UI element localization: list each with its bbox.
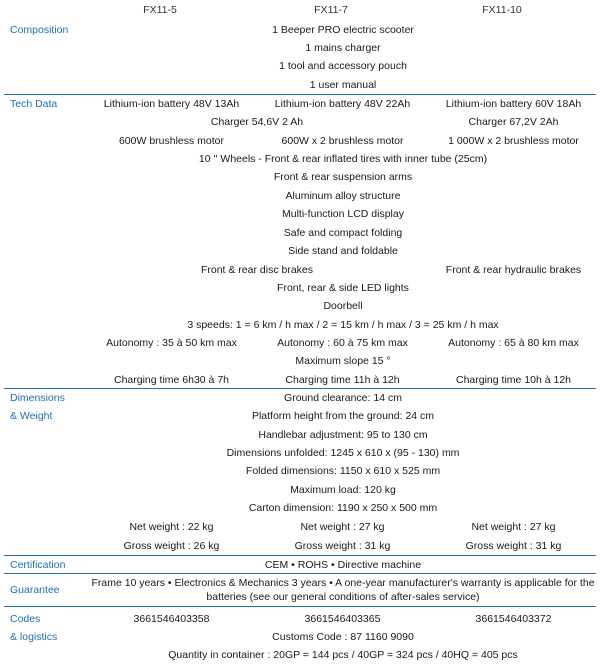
motor-fx11-5: 600W brushless motor xyxy=(118,135,225,147)
gross-weight-fx11-10: Gross weight : 31 kg xyxy=(465,540,562,552)
charger-48v: Charger 54,6V 2 Ah xyxy=(210,116,304,128)
display: Multi-function LCD display xyxy=(282,208,404,220)
net-weight-fx11-7: Net weight : 27 kg xyxy=(300,521,385,533)
section-label-logistics: & logistics xyxy=(10,631,58,643)
autonomy-fx11-5: Autonomy : 35 à 50 km max xyxy=(106,337,237,349)
battery-fx11-7: Lithium-ion battery 48V 22Ah xyxy=(274,98,411,110)
composition-item: 1 Beeper PRO electric scooter xyxy=(272,24,414,36)
charging-fx11-7: Charging time 11h à 12h xyxy=(285,374,400,386)
suspension: Front & rear suspension arms xyxy=(273,171,413,183)
autonomy-fx11-7: Autonomy : 60 à 75 km max xyxy=(277,337,408,349)
section-label-codes: Codes xyxy=(10,613,41,625)
composition-item: 1 mains charger xyxy=(305,42,381,54)
section-label-certification: Certification xyxy=(10,559,66,571)
dimensions-folded: Folded dimensions: 1150 x 610 x 525 mm xyxy=(245,465,441,477)
maximum-load: Maximum load: 120 kg xyxy=(290,484,396,496)
dimensions-unfolded: Dimensions unfolded: 1245 x 610 x (95 - 130) mm xyxy=(226,447,460,459)
folding: Safe and compact folding xyxy=(283,227,403,239)
ean-fx11-5: 3661546403358 xyxy=(133,613,210,625)
brakes-disc: Front & rear disc brakes xyxy=(200,264,314,276)
ean-fx11-7: 3661546403365 xyxy=(304,613,381,625)
section-divider xyxy=(4,573,596,574)
section-label-tech-data: Tech Data xyxy=(10,98,58,110)
column-header-fx11-5: FX11-5 xyxy=(143,4,177,16)
autonomy-fx11-10: Autonomy : 65 à 80 km max xyxy=(448,337,579,349)
section-label-composition: Composition xyxy=(10,24,69,36)
doorbell: Doorbell xyxy=(323,300,363,312)
column-header-fx11-10: FX11-10 xyxy=(482,4,522,16)
brakes-hydraulic: Front & rear hydraulic brakes xyxy=(445,264,582,276)
container-quantity: Quantity in container : 20GP = 144 pcs / 40GP = 324 pcs / 40HQ = 405 pcs xyxy=(168,649,518,661)
battery-fx11-5: Lithium-ion battery 48V 13Ah xyxy=(103,98,240,110)
charging-fx11-5: Charging time 6h30 à 7h xyxy=(114,374,229,386)
composition-item: 1 user manual xyxy=(309,79,377,91)
charger-60v: Charger 67,2V 2Ah xyxy=(468,116,559,128)
ean-fx11-10: 3661546403372 xyxy=(475,613,552,625)
gross-weight-fx11-5: Gross weight : 26 kg xyxy=(123,540,220,552)
section-label-weight: & Weight xyxy=(10,410,53,422)
ground-clearance: Ground clearance: 14 cm xyxy=(284,392,402,404)
gross-weight-fx11-7: Gross weight : 31 kg xyxy=(294,540,391,552)
wheels: 10 '' Wheels - Front & rear inflated tires with inner tube (25cm) xyxy=(198,153,488,165)
guarantee-line: batteries (see our general conditions of after-sales service) xyxy=(206,591,480,603)
handlebar-adjustment: Handlebar adjustment: 95 to 130 cm xyxy=(258,429,428,441)
section-label-guarantee: Guarantee xyxy=(10,584,60,596)
carton-dimension: Carton dimension: 1190 x 250 x 500 mm xyxy=(248,502,438,514)
certification-value: CEM • ROHS • Directive machine xyxy=(264,559,422,571)
motor-fx11-10: 1 000W x 2 brushless motor xyxy=(448,135,579,147)
battery-fx11-10: Lithium-ion battery 60V 18Ah xyxy=(445,98,582,110)
motor-fx11-7: 600W x 2 brushless motor xyxy=(281,135,404,147)
net-weight-fx11-10: Net weight : 27 kg xyxy=(471,521,556,533)
structure: Aluminum alloy structure xyxy=(285,190,401,202)
column-header-fx11-7: FX11-7 xyxy=(314,4,348,16)
max-slope: Maximum slope 15 ° xyxy=(295,355,391,367)
guarantee-text xyxy=(86,576,600,604)
charging-fx11-10: Charging time 10h à 12h xyxy=(456,374,571,386)
guarantee-line: Frame 10 years • Electronics & Mechanics 3 years • A one-year manufacturer's warranty is applicable for the xyxy=(91,577,595,589)
speeds: 3 speeds: 1 = 6 km / h max / 2 = 15 km / h max / 3 = 25 km / h max xyxy=(187,319,499,331)
net-weight-fx11-5: Net weight : 22 kg xyxy=(129,521,214,533)
stand: Side stand and foldable xyxy=(288,245,398,257)
lights: Front, rear & side LED lights xyxy=(277,282,409,294)
customs-code: Customs Code : 87 1160 9090 xyxy=(272,631,414,643)
platform-height: Platform height from the ground: 24 cm xyxy=(251,410,435,422)
section-label-dimensions: Dimensions xyxy=(10,392,65,404)
section-divider xyxy=(4,606,596,607)
composition-item: 1 tool and accessory pouch xyxy=(279,60,407,72)
